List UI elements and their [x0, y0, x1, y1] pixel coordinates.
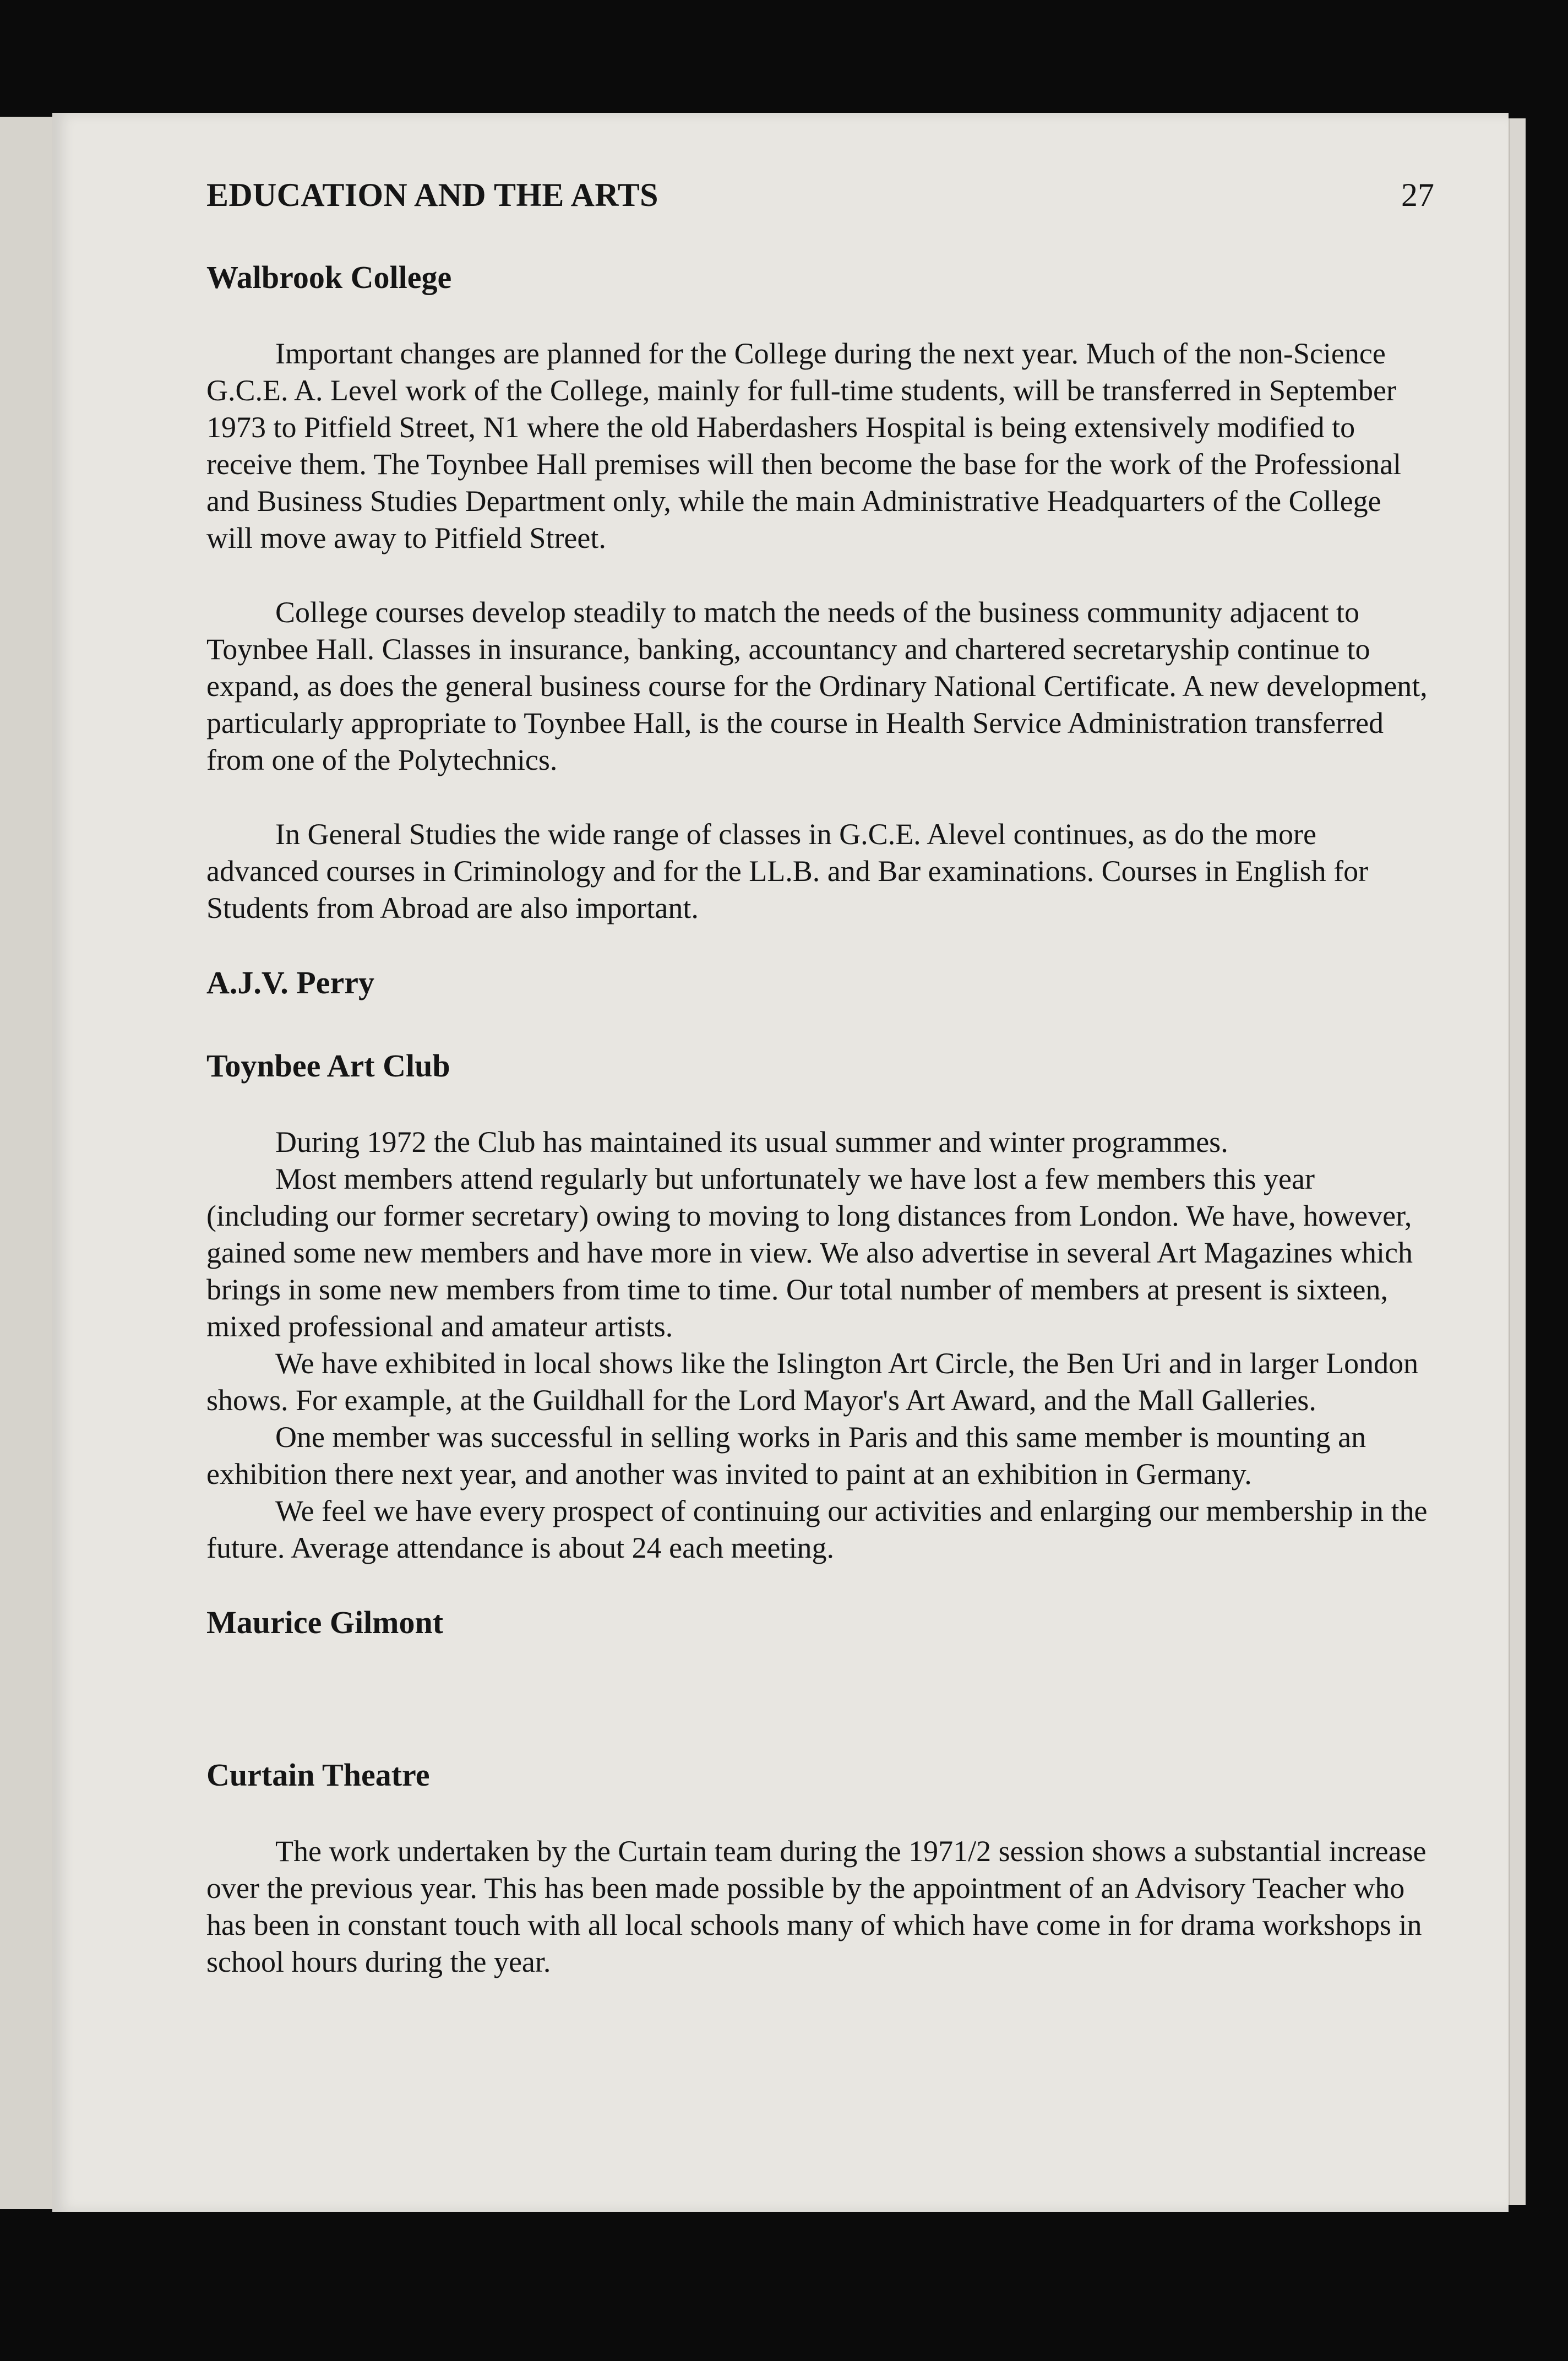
- art-club-section: [206, 1047, 1434, 1641]
- document-page: [52, 113, 1509, 2212]
- section-heading: Walbrook College: [206, 259, 452, 295]
- running-header: [206, 176, 1434, 220]
- paragraph: We have exhibited in local shows like the Islington Art Circle, the Ben Uri and in larger London shows. For example, at the Guildhall for the Lord Mayor's Art Award, and the Mall Galleries.: [206, 1347, 1419, 1417]
- running-title: EDUCATION AND THE ARTS: [206, 177, 658, 213]
- page-stack-edge: [1509, 118, 1526, 2205]
- paragraph: College courses develop steadily to match the needs of the business community adjacent to Toynbee Hall. Classes in insurance, banking, accountancy and chartered secretaryship continue to expand, as does the general business course for the Ordinary National Certificate. A new development, particularly appropriate to Toynbee Hall, is the course in Health Service Administration transferred from one of the Polytechnics.: [206, 596, 1428, 776]
- author-signature: Maurice Gilmont: [206, 1604, 444, 1640]
- paragraph: During 1972 the Club has maintained its usual summer and winter programmes.: [275, 1125, 1228, 1158]
- paragraph: The work undertaken by the Curtain team during the 1971/2 session shows a substantial increase over the previous year. This has been made possible by the appointment of an Advisory Teacher who has been in constant touch with all local schools many of which have come in for drama workshops in school hours during the year.: [206, 1835, 1427, 1978]
- page-number: 27: [1401, 177, 1434, 213]
- page-content: [206, 176, 1434, 1981]
- paragraph: Most members attend regularly but unfortunately we have lost a few members this year (including our former secretary) owing to moving to long distances from London. We have, however, gained some new members and have more in view. We also advertise in several Art Magazines which brings in some new members from time to time. Our total number of members at present is sixteen, mixed professional and amateur artists.: [206, 1162, 1413, 1343]
- section-heading: Curtain Theatre: [206, 1757, 430, 1793]
- curtain-section: [206, 1756, 1434, 1981]
- paragraph: We feel we have every prospect of continuing our activities and enlarging our membership in the future. Average attendance is about 24 each meeting.: [206, 1494, 1428, 1564]
- author-signature: A.J.V. Perry: [206, 965, 374, 1000]
- paragraph: Important changes are planned for the College during the next year. Much of the non-Science G.C.E. A. Level work of the College, mainly for full-time students, will be transferred in September 1973 to Pitfield Street, N1 where the old Haberdashers Hospital is being extensively modified to receive them. The Toynbee Hall premises will then become the base for the work of the Professional and Business Studies Department only, while the main Administrative Headquarters of the College will move away to Pitfield Street.: [206, 337, 1402, 554]
- walbrook-section: [206, 259, 1434, 1001]
- section-spacer: [206, 1687, 1434, 1756]
- paragraph: In General Studies the wide range of classes in G.C.E. Alevel continues, as do the more advanced courses in Criminology and for the LL.B. and Bar examinations. Courses in English for Students from Abroad are also important.: [206, 818, 1369, 924]
- section-heading: Toynbee Art Club: [206, 1048, 450, 1084]
- paragraph: One member was successful in selling works in Paris and this same member is mounting an exhibition there next year, and another was invited to paint at an exhibition in Germany.: [206, 1421, 1366, 1490]
- facing-page-edge: [0, 117, 53, 2209]
